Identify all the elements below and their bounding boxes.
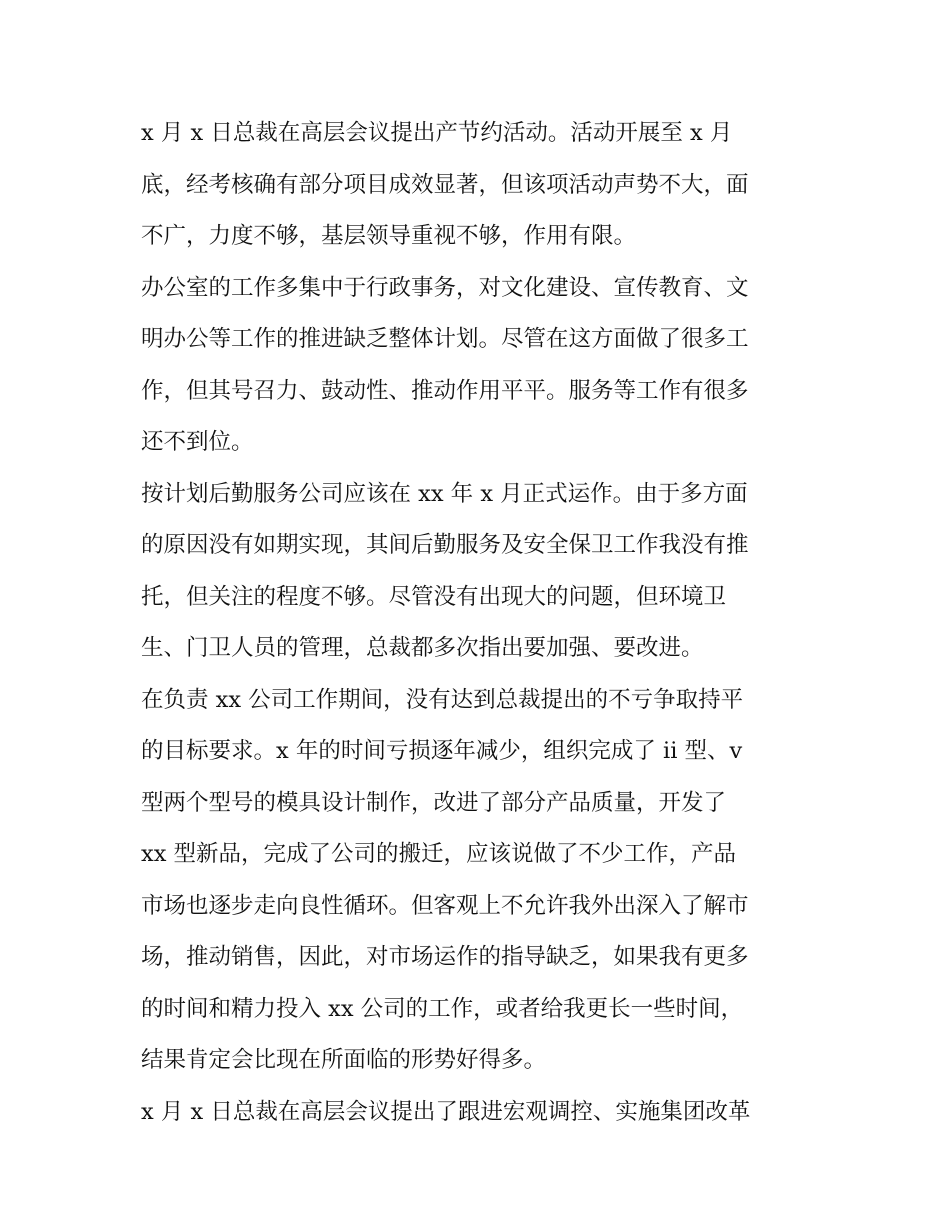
text-line: 型两个型号的模具设计制作，改进了部分产品质量，开发了 (141, 789, 727, 816)
text-line: 生、门卫人员的管理，总裁都多次指出要加强、要改进。 (141, 635, 704, 661)
text-line: x 月 x 日总裁在高层会议提出产节约活动。活动开展至 x 月 (141, 120, 733, 146)
text-line: 不广，力度不够，基层领导重视不够，作用有限。 (141, 223, 637, 249)
paragraph-3 (141, 469, 811, 675)
paragraph-4 (141, 675, 811, 1087)
paragraph-1 (141, 108, 811, 263)
text-line: xx 型新品，完成了公司的搬迁，应该说做了不少工作，产品 (141, 841, 737, 867)
text-line: 还不到位。 (141, 429, 254, 455)
text-line: 场，推动销售，因此，对市场运作的指导缺乏，如果我有更多 (141, 944, 749, 970)
text-line: 作，但其号召力、鼓动性、推动作用平平。服务等工作有很多 (141, 377, 749, 404)
text-line: 托，但关注的程度不够。尽管没有出现大的问题，但环境卫 (141, 583, 727, 610)
text-line: 的目标要求。x 年的时间亏损逐年减少，组织完成了 ii 型、v (141, 738, 743, 764)
text-line: 底，经考核确有部分项目成效显著，但该项活动声势不大，面 (141, 171, 749, 198)
text-line: 在负责 xx 公司工作期间，没有达到总裁提出的不亏争取持平 (141, 686, 744, 713)
text-line: 明办公等工作的推进缺乏整体计划。尽管在这方面做了很多工 (141, 326, 749, 352)
text-line: 办公室的工作多集中于行政事务，对文化建设、宣传教育、文 (141, 274, 749, 301)
text-line: 按计划后勤服务公司应该在 xx 年 x 月正式运作。由于多方面 (141, 480, 748, 507)
paragraph-2 (141, 263, 811, 469)
text-line: 的原因没有如期实现，其间后勤服务及安全保卫工作我没有推 (141, 532, 749, 558)
paragraph-5 (141, 1087, 811, 1139)
text-line: 结果肯定会比现在所面临的形势好得多。 (141, 1047, 547, 1073)
text-line: x 月 x 日总裁在高层会议提出了跟进宏观调控、实施集团改革 (141, 1098, 751, 1125)
text-line: 市场也逐步走向良性循环。但客观上不允许我外出深入了解市 (141, 892, 749, 919)
document-body (141, 108, 811, 1138)
text-line: 的时间和精力投入 xx 公司的工作，或者给我更长一些时间， (141, 995, 744, 1022)
